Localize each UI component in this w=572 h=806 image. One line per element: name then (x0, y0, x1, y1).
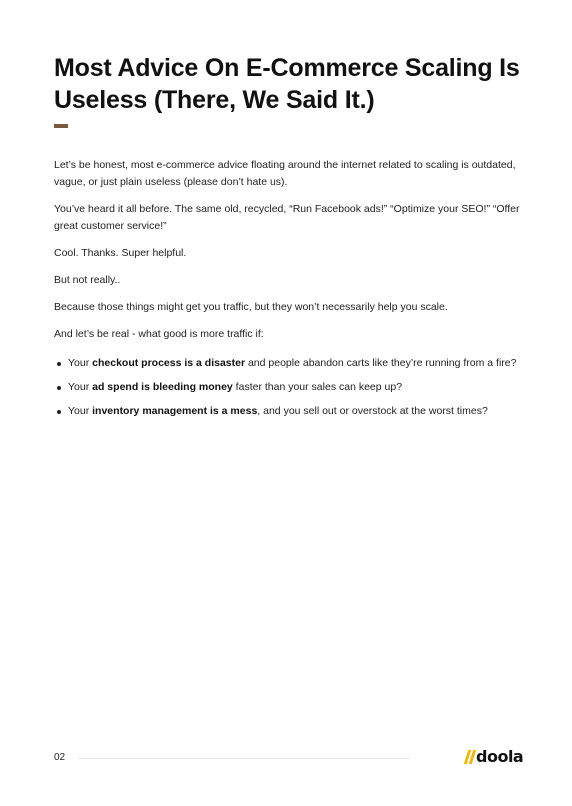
paragraph: Because those things might get you traffic, but they won’t necessarily help you scale. (54, 301, 448, 313)
doola-logo (464, 748, 524, 768)
bullet-bold-text: checkout process is a disaster (92, 357, 246, 369)
bullet-bold-text: ad spend is bleeding money (92, 381, 233, 393)
paragraph: And let’s be real - what good is more traffic if: (54, 328, 264, 340)
title-accent-bar (54, 124, 68, 128)
bullet-list (54, 355, 524, 420)
bullet-bold-text: inventory management is a mess (92, 405, 258, 417)
paragraph: You’ve heard it all before. The same old, recycled, “Run Facebook ads!” “Optimize your SEO!” “Offer great customer service!” (54, 203, 520, 232)
logo-text: doola (476, 747, 524, 766)
paragraph: Cool. Thanks. Super helpful. (54, 247, 187, 259)
list-item (54, 355, 524, 372)
page-number: 02 (54, 752, 66, 763)
bullet-prefix: Your (68, 405, 93, 417)
article-body (54, 157, 524, 427)
bullet-suffix: and people abandon carts like they’re running from a fire? (245, 357, 517, 369)
bullet-prefix: Your (68, 357, 93, 369)
list-item (54, 379, 524, 396)
footer-divider (78, 758, 410, 759)
bullet-suffix: , and you sell out or overstock at the worst times? (257, 405, 488, 417)
list-item (54, 403, 524, 420)
page-title: Most Advice On E-Commerce Scaling Is Useless (There, We Said It.) (54, 54, 520, 114)
bullet-suffix: faster than your sales can keep up? (232, 381, 403, 393)
paragraph: But not really.. (54, 274, 121, 286)
bullet-prefix: Your (68, 381, 93, 393)
paragraph: Let’s be honest, most e-commerce advice floating around the internet related to scaling is outdated, vague, or just plain useless (please don’t hate us). (54, 159, 516, 188)
